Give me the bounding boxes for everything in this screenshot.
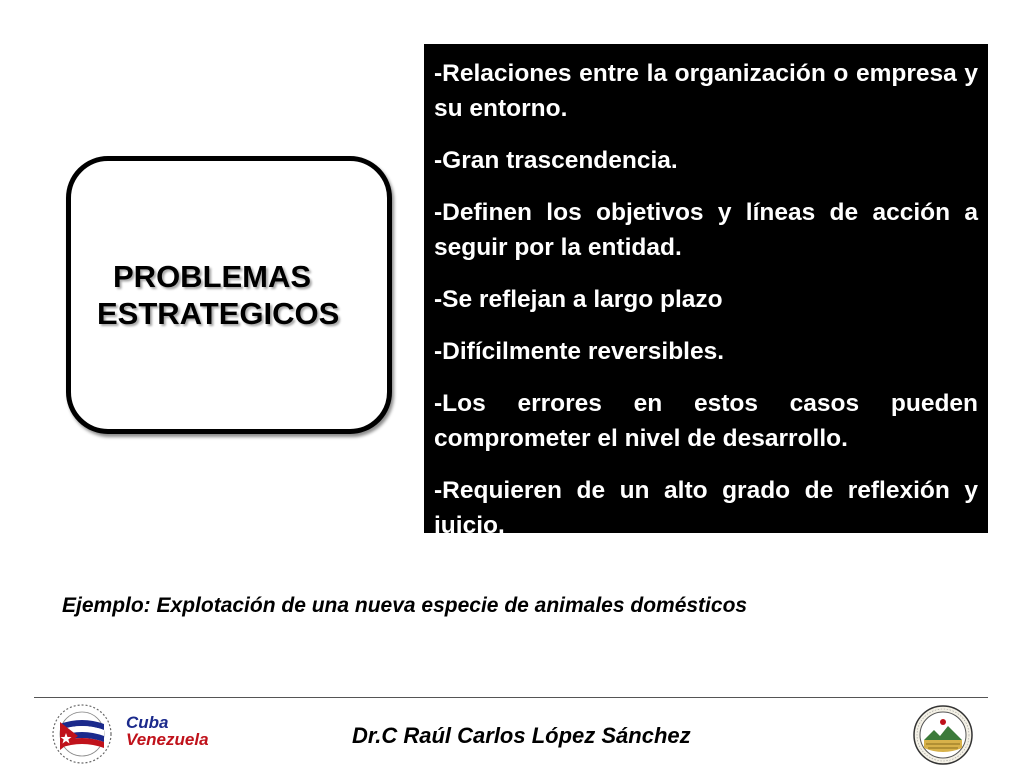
trait-item: -Difícilmente reversibles. [434, 338, 725, 365]
trait-item: -Los errores en estos casos pueden comprometer el nivel de desarrollo. [434, 390, 978, 452]
example-text: Explotación de una nueva especie de animales domésticos [156, 594, 748, 617]
cuba-venezuela-logo [46, 700, 256, 764]
university-seal-logo-icon [912, 704, 974, 766]
cuba-venezuela-flag-logo-icon [46, 700, 128, 764]
cuba-venezuela-wordmark [126, 714, 209, 748]
wordmark-venezuela: Venezuela [126, 730, 209, 749]
concept-title [80, 258, 380, 332]
footer-divider [34, 697, 988, 698]
trait-item: -Relaciones entre la organización o empresa y su entorno. [434, 60, 978, 122]
concept-title-line1: PROBLEMAS [113, 259, 312, 294]
wordmark-cuba: Cuba [126, 713, 169, 732]
concept-title-line2: ESTRATEGICOS [97, 296, 340, 331]
example-label: Ejemplo: [62, 594, 151, 617]
traits-panel [424, 44, 988, 539]
trait-item: -Requieren de un alto grado de reflexión y juicio. [434, 477, 978, 539]
trait-item: -Definen los objetivos y líneas de acción a seguir por la entidad. [434, 199, 978, 261]
trait-item: -Se reflejan a largo plazo [434, 286, 723, 313]
trait-item: -Gran trascendencia. [434, 147, 678, 174]
example-line [62, 592, 747, 620]
author-name: Dr.C Raúl Carlos López Sánchez [352, 723, 691, 748]
